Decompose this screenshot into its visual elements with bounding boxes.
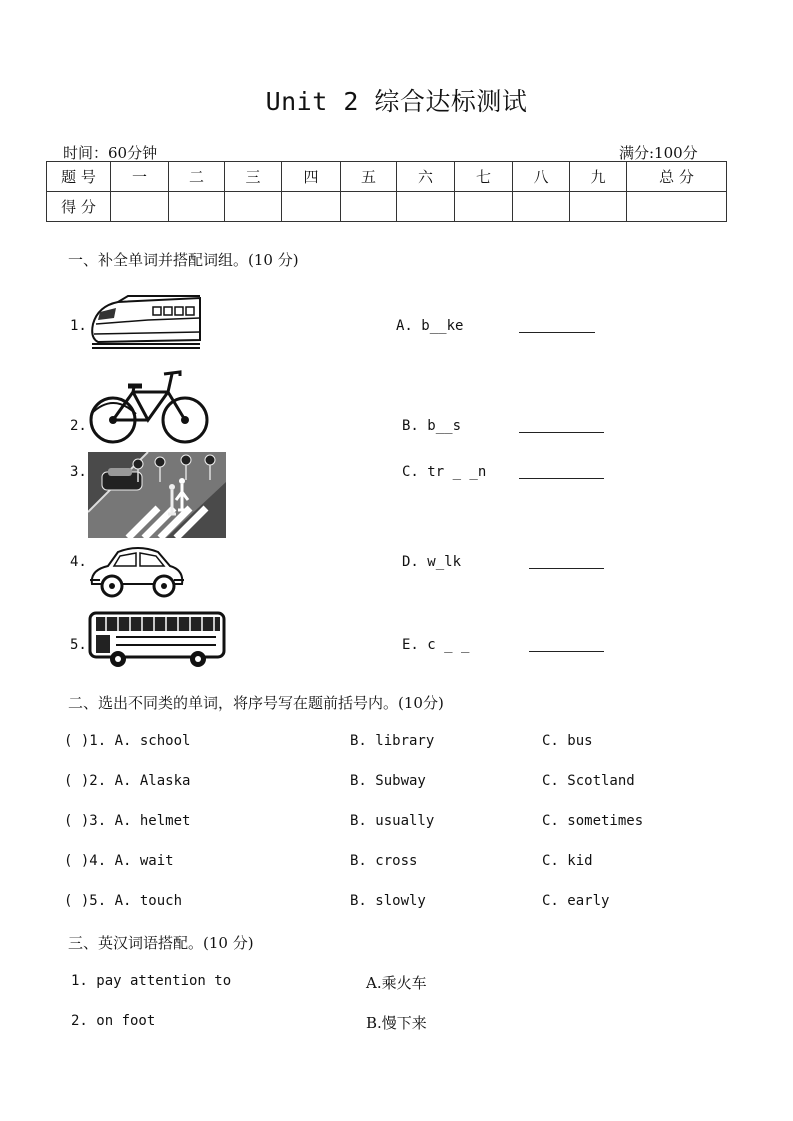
score-table-score-row (47, 192, 727, 222)
table-cell: 总 分 (627, 162, 727, 192)
choice-c: C. Scotland (542, 773, 635, 789)
option-d: D. w_lk (402, 554, 462, 570)
choice-b: B. slowly (350, 893, 426, 909)
answer-blank[interactable] (519, 478, 604, 479)
match-en-1: 1. pay attention to (71, 973, 232, 989)
score-input-cell[interactable] (225, 192, 282, 222)
option-c: C. tr _ _n (402, 464, 487, 480)
score-table-header-row (47, 162, 727, 192)
question-row-2: ( )2. A. Alaska (64, 773, 191, 789)
score-input-cell[interactable] (570, 192, 627, 222)
table-cell: 题 号 (47, 162, 111, 192)
item-number: 5. (70, 637, 87, 653)
time-limit: 时间：60分钟 (63, 144, 158, 162)
table-cell: 八 (513, 162, 570, 192)
score-input-cell[interactable] (627, 192, 727, 222)
train-picture (88, 294, 203, 352)
answer-blank[interactable] (519, 432, 604, 433)
score-input-cell[interactable] (341, 192, 397, 222)
item-number: 2. (70, 418, 87, 434)
score-input-cell[interactable] (169, 192, 225, 222)
answer-blank[interactable] (529, 568, 604, 569)
page-title: Unit 2 综合达标测试 (265, 87, 528, 116)
table-cell: 七 (455, 162, 513, 192)
choice-b: B. usually (350, 813, 435, 829)
option-a: A. b__ke (396, 318, 464, 334)
question-row-3: ( )3. A. helmet (64, 813, 191, 829)
score-input-cell[interactable] (282, 192, 341, 222)
choice-b: B. Subway (350, 773, 426, 789)
option-e: E. c _ _ (402, 637, 470, 653)
choice-c: C. early (542, 893, 610, 909)
choice-b: B. library (350, 733, 435, 749)
score-input-cell[interactable] (111, 192, 169, 222)
section2-heading: 二、选出不同类的单词，将序号写在题前括号内。(10分) (68, 694, 444, 712)
answer-blank[interactable] (519, 332, 595, 333)
section3-heading: 三、英汉词语搭配。(10 分) (68, 934, 254, 952)
choice-b: B. cross (350, 853, 418, 869)
match-zh-a: A.乘火车 (366, 974, 427, 992)
section1-heading: 一、补全单词并搭配词组。(10 分) (68, 251, 299, 269)
score-input-cell[interactable] (397, 192, 455, 222)
bus-picture (88, 611, 226, 669)
option-b: B. b__s (402, 418, 462, 434)
car-picture (88, 544, 186, 600)
answer-blank[interactable] (529, 651, 604, 652)
choice-c: C. bus (542, 733, 593, 749)
match-zh-b: B.慢下来 (366, 1014, 427, 1032)
score-input-cell[interactable] (513, 192, 570, 222)
item-number: 4. (70, 554, 87, 570)
crosswalk-picture (88, 452, 226, 538)
table-cell: 三 (225, 162, 282, 192)
table-cell: 四 (282, 162, 341, 192)
question-row-4: ( )4. A. wait (64, 853, 174, 869)
full-score: 满分:100分 (619, 144, 698, 162)
choice-c: C. sometimes (542, 813, 644, 829)
score-input-cell[interactable] (455, 192, 513, 222)
table-cell: 六 (397, 162, 455, 192)
choice-c: C. kid (542, 853, 593, 869)
table-cell: 二 (169, 162, 225, 192)
table-cell: 五 (341, 162, 397, 192)
question-row-1: ( )1. A. school (64, 733, 191, 749)
item-number: 3. (70, 464, 87, 480)
table-cell: 九 (570, 162, 627, 192)
match-en-2: 2. on foot (71, 1013, 156, 1029)
bicycle-picture (88, 362, 210, 446)
table-cell: 得 分 (47, 192, 111, 222)
table-cell: 一 (111, 162, 169, 192)
item-number: 1. (70, 318, 87, 334)
question-row-5: ( )5. A. touch (64, 893, 183, 909)
score-table (46, 161, 727, 222)
